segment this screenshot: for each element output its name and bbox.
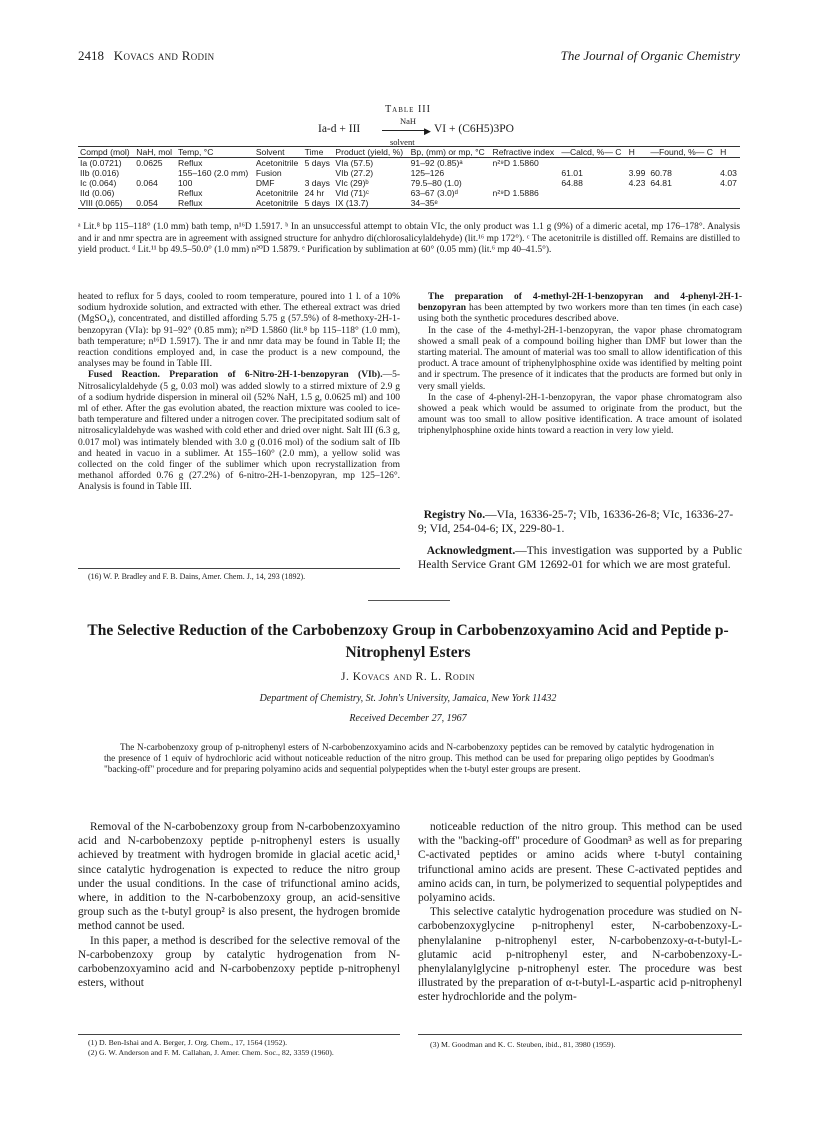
table-cell: Ia (0.0721) [80,158,122,168]
col-header: NaH, mol [134,147,176,158]
table-cell: Reflux [178,158,203,168]
table-cell: VIc (29)ᵇ [335,178,369,188]
running-authors: Kovacs and Rodin [113,48,215,63]
prev-article-left-column [78,292,400,494]
table-cell [627,188,649,198]
table-cell [627,158,649,169]
table-cell: 79.5–80 (1.0) [410,178,462,188]
table-cell: 100 [178,178,193,188]
table-cell [559,158,626,169]
table-title: Table III [385,104,431,115]
footnote-divider [78,568,400,569]
table-cell: 91–92 (0.85)ᵃ [410,158,463,168]
paragraph: noticeable reduction of the nitro group. This method can be used with the "backing-off" procedure of Goodman³ as well as for preparing C-activated peptides or amino acids where t-butyl containing trifunctional amino acids are present. These C-activated peptides and amino acids can, in turn, be polymerized to sequential polypeptides and polyamino acids. [418,821,742,905]
prev-article-right-column [418,292,742,438]
table-cell: DMF [255,178,275,188]
table-cell: 24 hr [304,188,325,198]
running-header-left [78,48,214,64]
table-cell: 5 days [304,158,330,168]
table-cell: n²⁹D 1.5886 [492,188,539,198]
col-header: Time [303,147,334,158]
article-separator [368,600,450,601]
table-cell: 61.01 [561,168,583,178]
table-cell: Reflux [178,188,203,198]
table-cell [648,198,718,209]
table-header-row [78,147,740,158]
journal-name: The Journal of Organic Chemistry [560,48,740,63]
acknowledgment-text: —This investigation was supported by a Public Health Service Grant GM 12692-01 for which we are most grateful. [418,545,743,571]
paragraph: In the case of the 4-methyl-2H-1-benzopyran, the vapor phase chromatogram showed a small peak of a compound boiling higher than DMF but lower than the starting material. The amount of material was too small to allow identification of this product. A trace amount of triphenylphosphine oxide was identified by melting point and ir spectrum. The presence of it indicates that the products are formed but only in very small yields. [418,325,742,392]
table-row [78,198,740,209]
footnote: (1) D. Ben-Ishai and A. Berger, J. Org. Chem., 17, 1564 (1952). [88,1038,288,1047]
table-row [78,178,740,188]
table-cell: 125–126 [410,168,445,178]
article-title: The Selective Reduction of the Carbobenzoxy Group in Carbobenzoxyamino Acid and Peptide p-Nitrophenyl Esters [87,622,729,661]
affiliation: Department of Chemistry, St. John's University, Jamaica, New York 11432 [259,693,557,704]
table-cell [559,198,626,209]
page-number: 2418 [78,48,104,63]
col-header: Bp, (mm) or mp, °C [409,147,491,158]
table-cell: 3.99 [628,168,646,178]
table-cell [491,178,560,188]
paragraph: In this paper, a method is described for the selective removal of the N-carbobenzoxy group by catalytic hydrogenation from N-carbobenzoxyamino acid and N-carbobenzoxy peptide p-nitrophenyl esters, without [78,934,400,990]
registry-text: —VIa, 16336-25-7; VIb, 16336-26-8; VIc, 16336-27-9; VId, 254-04-6; IX, 229-80-1. [418,509,734,535]
table-cell [303,168,334,178]
scheme-reagent: NaH [400,116,417,126]
table-cell [134,168,176,178]
table-cell: 0.064 [136,178,158,188]
table-cell: IId (0.06) [80,188,115,198]
abstract: The N-carbobenzoxy group of p-nitrophenyl esters of N-carbobenzoxyamino acids and N-carbobenzoxy peptides can be removed by catalytic hydrogenation in the presence of 1 equiv of hydrochloric acid without noticeable reduction of the nitro group. This method can be used for preparing oligo peptides by Goodman's "backing-off" procedure and for preparing polyamino acids and sequential polypeptides when the t-butyl ester groups are present. [104,742,714,774]
col-header: H [718,147,740,158]
table-cell: 4.07 [720,178,737,188]
table-cell: VId (71)ᶜ [335,188,369,198]
col-header: Temp, °C [176,147,254,158]
table-cell: VIII (0.065) [78,198,134,209]
table-cell [718,198,740,209]
col-header: H [627,147,649,158]
table-cell: Acetonitrile [254,198,303,209]
table-cell: IIb (0.016) [80,168,120,178]
col-header: Solvent [254,147,303,158]
col-header: Compd (mol) [78,147,134,158]
table-cell: 0.0625 [136,158,163,168]
footnote: (16) W. P. Bradley and F. B. Dains, Amer. Chem. J., 14, 293 (1892). [88,572,306,581]
table-cell: 60.78 [650,168,672,178]
table-cell [718,158,740,169]
table-cell: Reflux [176,198,254,209]
table-cell: 4.23 [628,178,646,188]
table-cell: 0.054 [134,198,176,209]
scheme-reactants: Ia-d + III [318,123,361,135]
footnote-divider [78,1034,400,1035]
table-cell: VIa (57.5) [335,158,374,168]
paragraph: This selective catalytic hydrogenation procedure was studied on N-carbobenzoxyglycine p-nitrophenyl ester, N-carbobenzoxy-L-phenylalanine p-nitrophenyl ester, N-carbobenzoxy-α-t-butyl-L-glutamic acid p-nitrophenyl ester, and N-carbobenzoxy-L-phenylalanylglycine p-nitrophenyl ester. The procedure was best illustrated by the preparation of α-t-butyl-L-aspartic acid p-nitrophenyl ester hydrochloride and the polym- [418,906,742,1004]
registry-numbers [418,508,742,536]
col-header: Product (yield, %) [333,147,408,158]
table-cell: n²⁹D 1.5860 [492,158,539,168]
acknowledgment-label: Acknowledgment. [426,545,516,557]
col-header: —Calcd, %— C [559,147,626,158]
arrowhead-icon: ▶ [424,126,431,136]
table-cell [134,188,176,198]
body-right-column [418,820,742,1005]
table-cell: VIb (27.2) [335,168,374,178]
paragraph [418,292,742,326]
table-cell [648,158,718,169]
footnote: (3) M. Goodman and K. C. Steuben, ibid., 81, 3980 (1959). [430,1040,616,1049]
table-cell: Ic (0.064) [80,178,117,188]
table-cell: 64.88 [561,178,583,188]
paragraph [78,370,400,493]
col-header: Refractive index [491,147,560,158]
table-cell: 4.03 [720,168,737,178]
table-cell: 3 days [304,178,330,188]
table-cell: Fusion [255,168,282,178]
table-cell: 5 days [303,198,334,209]
received-date: Received December 27, 1967 [349,713,467,724]
table-cell: Acetonitrile [255,158,299,168]
table-row [78,168,740,178]
data-table [78,146,740,209]
registry-label: Registry No. [423,509,486,521]
acknowledgment [418,544,742,572]
table-footnotes: ᵃ Lit.⁸ bp 115–118° (1.0 mm) bath temp, n¹⁶D 1.5917. ᵇ In an unsuccessful attempt to obtain VIc, the only product was 1.1 g (9%) of a dimeric acetal, mp 176–178°. Analysis and ir and nmr spectra are in agreement with assigned structure for anhydro di(chlorosalicylaldehyde) (lit.¹⁶ mp 172°). ᶜ The acetonitrile is distilled off. Remains are distilled to yield product. ᵈ Lit.¹¹ bp 49.5–50.0° (1.0 mm) n²⁰D 1.5879. ᵉ Purification by sublimation at 60° (0.05 mm) (lit.⁶ mp 40–41.5°). [78,222,740,255]
section-head: Fused Reaction. Preparation of 6-Nitro-2H-1-benzopyran (VIb). [88,370,383,381]
table-cell: 34–35ᵉ [409,198,491,209]
footnote: (2) G. W. Anderson and F. M. Callahan, J. Amer. Chem. Soc., 82, 3359 (1960). [88,1047,334,1057]
paragraph-text: —5-Nitrosalicylaldehyde (5 g, 0.03 mol) was added slowly to a stirred mixture of 2.9 g of a sodium hydride dispersion in mineral oil (52% NaH, 1.5 g, 0.0625 ml) and 100 ml of ether. After the gas evolution abated, the reaction mixture was cooled to ice-bath temperature and filtered under a nitrogen cover. The precipitated sodium salt of nitrosalicylaldehyde was washed with cold ether and dried over night. Salt III (6.3 g, 0.017 mol) was intimately blended with 3.0 g (0.016 mol) of the sodium salt of IIb and heated in vacuo in a sublimer. At 155–160° (2.0 mm), a yellow solid was collected on the cold finger of the sublimer which upon recrystallization from methanol afforded 0.76 g (27.2%) of 6-nitro-2H-1-benzopyran, mp 125–126°. Analysis is found in Table III. [78,370,400,493]
table-cell [718,188,740,198]
table-cell: IX (13.7) [333,198,408,209]
table-cell [648,188,718,198]
table-cell [559,188,626,198]
section-head: The preparation of 4-methyl-2H-1-benzopyran and 4-phenyl-2H-1-benzopyran [418,292,742,314]
table-cell: Acetonitrile [255,188,299,198]
table-cell [627,198,649,209]
table-row [78,188,740,198]
table-cell: 155–160 (2.0 mm) [178,168,249,178]
body-left-column [78,820,400,990]
col-header: —Found, %— C [648,147,718,158]
paragraph: heated to reflux for 5 days, cooled to room temperature, poured into 1 l. of a 10% sodium hydroxide solution, and extracted with ether. The ethereal extract was dried (MgSO₄), concentrated, and distilled affording 5.75 g (57.5%) of 8-methoxy-2H-1-benzopyran (VIa): bp 91–92° (0.85 mm); n²⁹D 1.5860 (lit.⁸ bp 115–118° (1.0 mm), bath temperature; n¹⁶D 1.5917). The ir and nmr data may be found in Table II; the reaction conditions employed and, in case the product is a new compound, the analyses may be found in Table III. [78,292,400,370]
paragraph: Removal of the N-carbobenzoxy group from N-carbobenzoxyamino acid and N-carbobenzoxy peptide p-nitrophenyl esters is usually achieved by treatment with hydrogen bromide in glacial acetic acid,¹ since catalytic hydrogenation is expected to reduce the nitro group under the usual conditions. In the case of trifunctional amino acids, where, in addition to the N-carbobenzoxy group, an acid-sensitive group such as the t-butyl group² is also present, the hydrogen bromide method cannot be used. [78,821,400,933]
table-cell: 64.81 [650,178,672,188]
scheme-solvent: solvent [390,137,415,147]
table-row [78,158,740,169]
scheme-products: VI + (C6H5)3PO [434,123,514,135]
paragraph-text: has been attempted by two workers more than ten times (in each case) using both the synthetic procedures described above. [418,303,742,325]
table-cell [491,168,560,178]
table-cell [491,198,560,209]
reaction-arrow [382,130,428,131]
footnotes-left [78,1038,400,1057]
footnote-divider [418,1034,742,1035]
paragraph: In the case of 4-phenyl-2H-1-benzopyran, the vapor phase chromatogram also showed a peak which would be assumed to originate from the product, but the amount was too small to allow positive identification. A trace amount of isolated triphenylphosphine oxide hints toward a reaction in very low yield. [418,392,742,437]
article-authors: J. Kovacs and R. L. Rodin [340,671,476,683]
table-cell: 63–67 (3.0)ᵈ [410,188,458,198]
